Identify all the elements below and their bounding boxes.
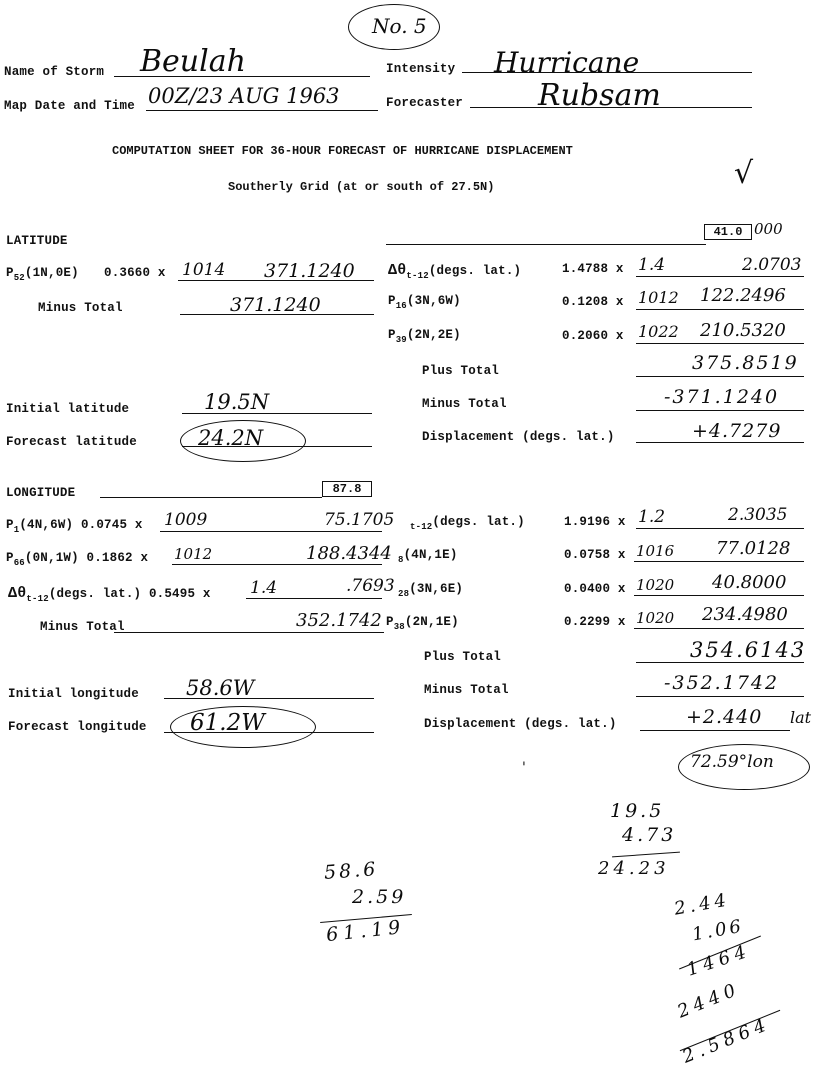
lon-r-dtheta-coefficient: 1.9196 x [564, 515, 626, 529]
lat-p52-coefficient: 0.3660 x [104, 266, 166, 280]
lon-p8-subscript: 8 [398, 555, 404, 565]
lat-p52-subscript: 52 [13, 273, 25, 283]
lon-p66-value: 188.4344 [306, 543, 392, 564]
forecast-latitude-label: Forecast latitude [6, 435, 137, 449]
lon-p66-symbol: P [6, 551, 14, 565]
lon-p1-grid: (4N,6W) [19, 518, 74, 532]
lat-p16-subscript: 16 [395, 301, 407, 311]
lon-p38-subscript: 38 [393, 622, 405, 632]
lat-p16-coefficient: 0.1208 x [562, 295, 624, 309]
lat-dtheta-coefficient: 1.4788 x [562, 262, 624, 276]
lat-p39-grid: (2N,2E) [406, 328, 461, 342]
lon-left-minus-line [114, 632, 384, 633]
latitude-heading: LATITUDE [6, 234, 68, 248]
map-date-line [146, 110, 378, 111]
lat-plus-total-label: Plus Total [422, 364, 500, 378]
lat-p16-input: 1012 [638, 288, 679, 307]
lat-p16-term [388, 294, 461, 311]
scratch-a1: 19.5 [610, 800, 665, 822]
lon-p66-grid: (0N,1W) [24, 551, 79, 565]
lon-p8-term [398, 548, 458, 565]
lat-dtheta-input: 1.4 [638, 255, 666, 275]
forecast-longitude-label: Forecast longitude [8, 720, 147, 734]
latitude-constant-tail: 000 [754, 220, 783, 238]
initial-latitude-label: Initial latitude [6, 402, 130, 416]
lat-dtheta-symbol: Δθ [388, 262, 407, 279]
lon-p8-grid: (4N,1E) [403, 548, 458, 562]
lon-minus-total-value: -352.1742 [664, 672, 780, 694]
lon-p28-input: 1020 [636, 576, 675, 594]
lat-p39-value: 210.5320 [700, 320, 786, 341]
lon-r-dtheta-term [410, 515, 525, 532]
scratch-c4: 2440 [674, 978, 744, 1023]
lon-p38-coefficient: 0.2299 x [564, 615, 626, 629]
lon-left-minus-value: 352.1742 [296, 610, 382, 631]
longitude-constant-box: 87.8 [322, 481, 372, 497]
scratch-c5: 2.5864 [679, 1013, 774, 1068]
lat-plus-total-line [636, 376, 804, 377]
lat-dtheta-term [388, 262, 521, 279]
lon-r-dtheta-line [636, 528, 804, 529]
lon-p1-subscript: 1 [13, 525, 20, 535]
scratch-c3: 1464 [684, 940, 754, 981]
lon-p28-coefficient: 0.0400 x [564, 582, 626, 596]
lon-dtheta-coefficient: 0.5495 x [148, 587, 211, 601]
scratch-b1: 58.6 [323, 858, 380, 884]
lat-p39-symbol: P [388, 328, 396, 342]
lon-dtheta-label: (degs. lat.) [48, 587, 142, 601]
lon-r-dtheta-label: (degs. lat.) [432, 515, 525, 529]
lon-p38-input: 1020 [636, 609, 675, 627]
lon-p1-value: 75.1705 [324, 510, 395, 530]
lon-r-dtheta-value: 2.3035 [728, 505, 788, 525]
lon-displacement-label: Displacement (degs. lat.) [424, 717, 617, 731]
lon-p66-line [172, 564, 382, 565]
scratch-c1: 2.44 [672, 889, 732, 920]
lat-p39-coefficient: 0.2060 x [562, 329, 624, 343]
lon-p1-input: 1009 [164, 510, 208, 530]
check-mark-icon: √ [734, 156, 754, 191]
lat-p16-line [636, 309, 804, 310]
initial-longitude-value: 58.6W [186, 676, 255, 700]
initial-latitude-value: 19.5N [204, 390, 270, 414]
lon-p66-coefficient: 0.1862 x [86, 551, 149, 565]
lat-p39-term [388, 328, 461, 345]
lon-p66-subscript: 66 [13, 558, 25, 568]
lon-p66-input: 1012 [174, 545, 213, 563]
intensity-value: Hurricane [494, 46, 640, 79]
storm-name-label: Name of Storm [4, 65, 105, 79]
lat-minus-total-value: -371.1240 [664, 386, 780, 408]
lon-p28-value: 40.8000 [712, 572, 787, 593]
lat-displacement-label: Displacement (degs. lat.) [422, 430, 615, 444]
scratch-a-line [612, 852, 680, 858]
lon-dtheta-symbol: Δθ [8, 585, 27, 602]
lon-p38-symbol: P [386, 615, 394, 629]
scratch-a3: 24.23 [598, 858, 670, 879]
lon-plus-total-value: 354.6143 [690, 638, 807, 662]
lon-displacement-value: +2.440 [686, 706, 763, 728]
lon-p38-value: 234.4980 [702, 604, 788, 625]
lat-left-minus-label: Minus Total [38, 301, 123, 315]
lat-p16-symbol: P [388, 294, 396, 308]
lat-displacement-value: +4.7279 [692, 420, 782, 442]
lon-p1-term [6, 518, 143, 535]
lon-p8-input: 1016 [636, 542, 675, 560]
lon-converted-value: 72.59°lon [690, 752, 774, 772]
lon-p66-term [6, 551, 149, 568]
lat-dtheta-line [636, 276, 804, 277]
lon-r-dtheta-input: 1.2 [638, 507, 666, 527]
scratch-b3: 61.19 [325, 915, 407, 947]
forecast-longitude-value: 61.2W [190, 710, 265, 736]
lat-p39-subscript: 39 [395, 335, 407, 345]
scratch-c2: 1.06 [690, 915, 746, 946]
lon-p8-coefficient: 0.0758 x [564, 548, 626, 562]
scratch-b2: 2.59 [352, 886, 407, 908]
lat-p16-value: 122.2496 [700, 285, 786, 306]
lat-plus-total-value: 375.8519 [692, 352, 799, 374]
lon-dtheta-subscript: t-12 [26, 594, 49, 604]
lon-plus-total-line [636, 662, 804, 663]
lon-minus-total-line [636, 696, 804, 697]
forecaster-label: Forecaster [386, 96, 464, 110]
sheet-subtitle: Southerly Grid (at or south of 27.5N) [228, 180, 495, 194]
longitude-heading: LONGITUDE [6, 486, 76, 500]
lon-minus-total-label: Minus Total [424, 683, 509, 697]
lat-dtheta-subscript: t-12 [406, 271, 429, 281]
lon-p28-grid: (3N,6E) [409, 582, 464, 596]
sheet-title: COMPUTATION SHEET FOR 36-HOUR FORECAST OF HURRICANE DISPLACEMENT [112, 144, 573, 158]
lat-left-minus-value: 371.1240 [230, 294, 321, 316]
latitude-constant-line [386, 244, 706, 245]
lat-displacement-line [636, 442, 804, 443]
lon-p38-term [386, 615, 459, 632]
lat-p16-grid: (3N,6W) [406, 294, 461, 308]
lon-p8-line [634, 561, 804, 562]
map-date-label: Map Date and Time [4, 99, 135, 113]
lon-dtheta-value: .7693 [346, 576, 395, 596]
lat-minus-total-line [636, 410, 804, 411]
lon-left-minus-label: Minus Total [40, 620, 125, 634]
lat-p52-value: 371.1240 [264, 260, 355, 282]
lon-p38-line [634, 628, 804, 629]
longitude-constant-line [100, 497, 322, 498]
lat-p39-input: 1022 [638, 322, 679, 341]
lon-p1-line [160, 531, 382, 532]
lon-plus-total-label: Plus Total [424, 650, 502, 664]
lon-r-dtheta-subscript: t-12 [410, 522, 433, 532]
lat-p39-line [636, 343, 804, 344]
intensity-label: Intensity [386, 62, 456, 76]
lon-p1-coefficient: 0.0745 x [80, 518, 143, 532]
lon-p28-line [634, 595, 804, 596]
page-number: No. 5 [372, 14, 427, 38]
lat-dtheta-label: (degs. lat.) [428, 264, 522, 278]
lon-dtheta-term [8, 585, 211, 602]
lon-dtheta-input: 1.4 [250, 578, 278, 598]
storm-name-value: Beulah [140, 44, 246, 79]
lat-p52-term [6, 266, 79, 283]
lat-p52-grid: (1N,0E) [24, 266, 79, 280]
forecaster-value: Rubsam [538, 78, 661, 113]
lon-p1-symbol: P [6, 518, 14, 532]
lon-displacement-line [640, 730, 790, 731]
lat-dtheta-value: 2.0703 [742, 255, 802, 275]
lon-dtheta-line [246, 598, 382, 599]
forecast-latitude-value: 24.2N [198, 426, 264, 450]
lon-p38-grid: (2N,1E) [404, 615, 459, 629]
map-date-value: 00Z/23 AUG 1963 [148, 84, 340, 108]
stray-tick-mark: ' [522, 760, 526, 776]
scratch-a2: 4.73 [622, 824, 677, 846]
lat-minus-total-label: Minus Total [422, 397, 507, 411]
lon-p8-value: 77.0128 [716, 538, 791, 559]
latitude-constant-box: 41.0 [704, 224, 752, 240]
lat-p52-input: 1014 [182, 260, 226, 280]
lat-p52-symbol: P [6, 266, 14, 280]
initial-longitude-label: Initial longitude [8, 687, 139, 701]
lon-p28-term [398, 582, 464, 599]
lon-p28-subscript: 28 [398, 589, 410, 599]
lon-displacement-suffix: lat [790, 708, 812, 727]
